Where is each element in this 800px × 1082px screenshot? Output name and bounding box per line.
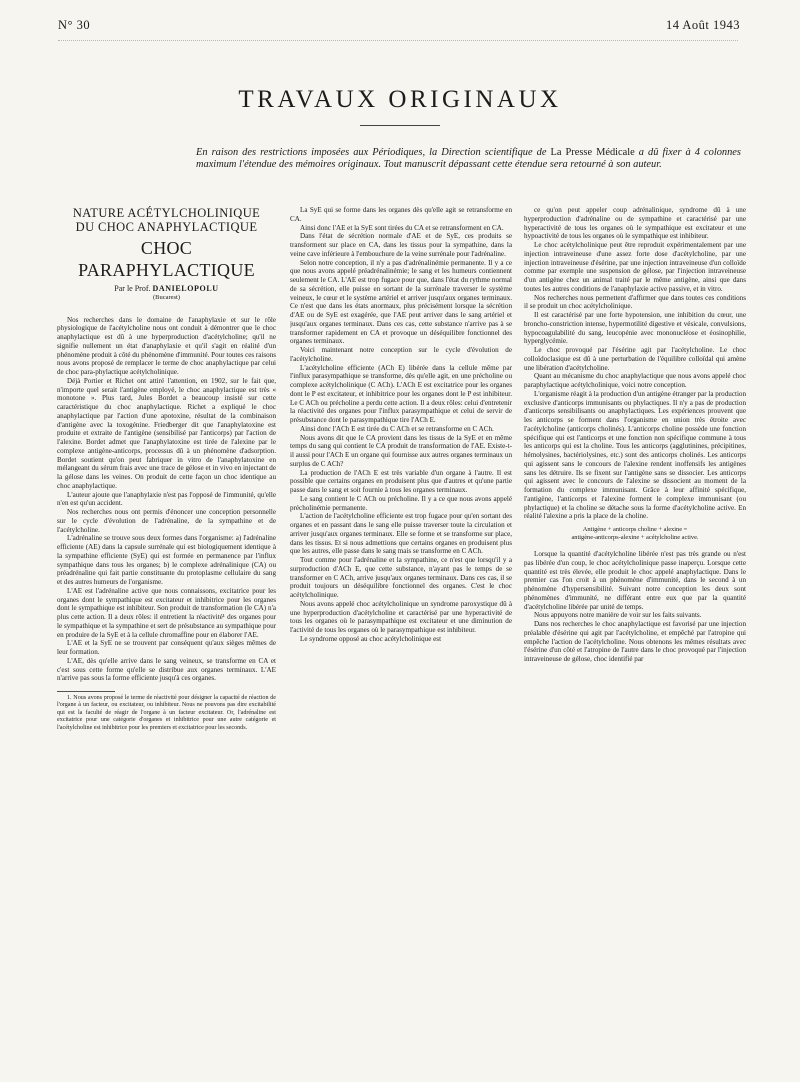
author-city: (Bucarest) <box>152 293 181 301</box>
paragraph: La production de l'ACh E est très variable d'un organe à l'autre. Il est possible que certains organes en produisent plus que d'autres et qu'une partie passe dans le sang et soit fournie à tous les organes terminaux. <box>290 468 512 494</box>
column-2-body <box>290 206 512 644</box>
column-3-body-top <box>524 206 746 521</box>
section-title: TRAVAUX ORIGINAUX <box>238 86 562 113</box>
editorial-notice <box>196 147 741 171</box>
column-3 <box>524 206 746 1062</box>
paragraph: La SyE qui se forme dans les organes dès qu'elle agit se retransforme en CA. <box>290 206 512 223</box>
notice-part2: a dû fixer à 4 colonnes maximum l'étendue des mémoires originaux. Tout manuscrit dépassant cette étendue sera retourné à son auteur. <box>196 147 741 170</box>
column-3-body-bottom <box>524 550 746 664</box>
paragraph: Le sang contient le C ACh ou précholine. Il y a ce que nous avons appelé précholinémie permanente. <box>290 494 512 512</box>
issue-number: N° 30 <box>58 18 91 32</box>
section-title-rule <box>360 125 440 126</box>
paragraph: Voici maintenant notre conception sur le cycle d'évolution de l'acétylcholine. <box>290 346 512 363</box>
paragraph: Ainsi donc l'ACh E est tirée du C ACh et se retransforme en C ACh. <box>300 424 494 433</box>
paragraph: Nous avons appelé choc acétylcholinique un syndrome paroxystique dû à une hyperproduction d'acétylcholine et caractérisé par une hyperactivité de tous les organes où le parasympathique est excitateur et une diminution de l'activité de tous les organes où le parasympathique est inhibiteur. <box>290 599 512 634</box>
paragraph: Nous avons dit que le CA provient dans les tissus de la SyE et en même temps du sang qui contient le CA produit de transformation de l'AE. Existe-t-il aussi pour l'ACh E un organe qui fournisse aux autres organes terminaux un surplus de C ACh? <box>290 433 512 468</box>
paragraph: ce qu'on peut appeler coup adrénalinique, syndrome dû à une hyperproduction d'adrénaline ou de sympathine et caractérisé par une hyperactivité de tous les organes où le sympathique est excitateur et une hypoactivité de tous les organes où le sympathique est inhibiteur. <box>524 206 746 241</box>
article-title-line-2: DU CHOC ANAPHYLACTIQUE <box>75 220 258 234</box>
paragraph: Le syndrome opposé au choc acétylcholinique est <box>300 634 442 643</box>
paragraph: L'AE et la SyE ne se trouvent par conséquent qu'aux sièges mêmes de leur formation. <box>57 639 276 656</box>
header-rule <box>58 40 738 41</box>
paragraph: Selon notre conception, il n'y a pas d'adrénalinémie permanente. Il y a ce que nous avons appelé préadrénalinémie; le sang et les humeurs contiennent seulement le CA. L'AE est trop fugace pour que, dans l'état du rythme normal de sa sécrétion, elle puisse en sortant de la surrénale traverser le système veineux, le cœur et le système artériel et arriver jusqu'aux organes terminaux. Ce n'est que dans les états anormaux, plus précisément lorsque la sécrétion d'AE ou de SyE est exagérée, que l'AE peut arriver dans le sang artériel et jusqu'aux organes terminaux. Dans ces cas, cette substance n'arrive pas à se transformer rapidement en CA et provoque un déséquilibre fonctionnel des organes terminaux. <box>290 258 512 346</box>
paragraph: Quant au mécanisme du choc anaphylactique que nous avons appelé choc paraphylactique acétylcholinique, voici notre conception. <box>524 372 746 389</box>
paragraph: Nos recherches dans le domaine de l'anaphylaxie et sur le rôle physiologique de l'acétylcholine nous ont conduit à démontrer que le choc anaphylactique est dû à une hyperproduction d'acétylcholine; qu'il ne signifie nullement un état d'anaphylaxie et qu'il s'agit en réalité d'un phénomène produit à côté du phénomène d'immunité. Pour toutes ces raisons nous avons proposé de remplacer le terme de choc anaphylactique par celui de choc para-phylactique acétylcholinique. <box>57 315 276 376</box>
notice-part1: En raison des restrictions imposées aux Périodiques, la Direction scientifique de <box>196 147 547 158</box>
formula-line-1: Antigène + anticorps choline + alexine = <box>582 526 688 533</box>
author-name: DANIELOPOLU <box>152 284 219 293</box>
reaction-formula <box>524 526 746 542</box>
footnote: 1. Nous avons proposé le terme de réactivité pour désigner la capacité de réaction de l'organe à un facteur, ou excitateur, ou inhibiteur. Nous ne pouvons pas dire excitabilité qui est la faculté de réagir de l'organe à un facteur excitateur. Or, l'adrénaline est excitatrice pour une catégorie d'organes et inhibitrice pour une autre catégorie et l'acétylcholine est inhibitrice pour les premiers et excitatrice pour les seconds. <box>57 695 276 731</box>
article-title-line-3: CHOC PARAPHYLACTIQUE <box>78 238 255 280</box>
paragraph: Le choc acétylcholinique peut être reproduit expérimentalement par une injection intraveineuse d'une assez forte dose d'acétylcholine, par une injection intraveineuse d'ésérine, par une injection intraveineuse d'un colloïde comme par exemple une suspension de gélose, par l'injection intraveineuse d'un antigène chez un animal traité par le même antigène, ainsi que dans toutes les autres conditions de l'anaphylaxie active passive, et in vitro. <box>524 241 746 293</box>
author-line <box>57 285 276 294</box>
paragraph: Dans nos recherches le choc anaphylactique est favorisé par une injection préalable d'ésérine qui agit par l'acétylcholine, et empêché par l'atropine qui empêche l'action de l'acétylcholine. Nous obtenons les mêmes résultats avec l'ésérine d'un côté et l'atropine de l'autre dans le choc provoqué par l'injection intraveineuse de gélose, choc identifié par <box>524 620 746 663</box>
notice-journal-name: La Presse Médicale <box>550 147 635 158</box>
paragraph: L'adrénaline se trouve sous deux formes dans l'organisme: a) l'adrénaline efficiente (AE) dans la capsule surrénale qui est biologiquement identique à la sympathine efficiente (SyE) qui est formée en permanence par l'influx sympathique dans tous les organes; b) le complexe adrénalinique (CA) ou préadrénaline qui fait partie constituante du protoplasme cellulaire du sang et des autres humeurs de l'organisme. <box>57 534 276 586</box>
author-prefix: Par le Prof. <box>114 284 151 293</box>
footnote-rule <box>57 691 115 692</box>
paragraph: Le choc provoqué par l'ésérine agit par l'acétylcholine. Le choc colloïdoclasique est dû à une perturbation de l'équilibre colloïdal qui amène une libération d'acétylcholine. <box>524 346 746 372</box>
paragraph: Tout comme pour l'adrénaline et la sympathine, ce n'est que lorsqu'il y a surproduction d'ACh E, que cette substance, n'ayant pas le temps de se transformer en C ACh, arrive jusqu'aux organes terminaux. Dans ces cas, il se produit toujours un déséquilibre fonctionnel des organes. C'est le choc acétylcholinique. <box>290 556 512 599</box>
paragraph: L'AE est l'adrénaline active que nous connaissons, excitatrice pour les organes dont le sympathique est excitateur et inhibitrice pour les organes dont le sympathique est inhibiteur. Son produit de transformation (le CA) n'a plus cette action. Il a deux rôles: il entretient la réactivité¹ des organes pour le sympathique et la sympathine et sert de présubstance au sympathique pour en produire de la SyE et à la cellule chromaffine pour en élaborer l'AE. <box>57 586 276 639</box>
paragraph: L'AE, dès qu'elle arrive dans le sang veineux, se transforme en CA et c'est sous cette forme qu'elle se distribue aux organes terminaux. L'AE n'arrive pas sous la forme efficiente jusqu'à ces organes. <box>57 656 276 683</box>
paragraph: Déjà Portier et Richet ont attiré l'attention, en 1902, sur le fait que, n'importe quel serait l'antigène employé, le choc anaphylactique est très « monotone ». Plus tard, Jules Bordet a beaucoup insisté sur cette caractéristique du choc anaphylactique. Richet a expliqué le choc anaphylactique par l'action d'une apotoxine, résultat de la combinaison d'antigène avec la toxogénine. Friedberger dit que l'anaphylatoxine est produite et extraite de l'antigène (sensibilisé par l'anticorps) par l'action de l'alexine. Bordet admet que l'anaphylatoxine est tirée de l'alexine par le complexe antigène-anticorps, processus dû à un phénomène d'adsorption. Bordet soutient qu'on peut fabriquer in vitro de l'anaphylatoxine en mélangeant du sérum frais avec une trace de gélose et in vivo en injectant de la gélose dans les veines. On produit de cette façon un choc identique au choc anaphylactique. <box>57 376 276 490</box>
column-1 <box>57 206 276 1062</box>
paragraph: Ainsi donc l'AE et la SyE sont tirées du CA et se retransforment en CA. <box>300 223 504 232</box>
article-title-line-1: NATURE ACÉTYLCHOLINIQUE <box>72 206 261 220</box>
column-2 <box>290 206 512 1062</box>
issue-date: 14 Août 1943 <box>665 18 740 32</box>
paragraph: Nos recherches nous ont permis d'énoncer une conception personnelle sur le cycle d'évolution de l'adrénaline, de la sympathine et de l'acétylcholine. <box>57 508 276 534</box>
paragraph: L'action de l'acétylcholine efficiente est trop fugace pour qu'en sortant des organes et en passant dans le sang elle puisse traverser toute la circulation et arriver jusqu'aux organes terminaux. Elle se forme et se transforme sur place, dans les tissus. Et si nous admettions que certains organes en produisent plus que les autres, elle passe dans le sang mais se transforme en C ACh. <box>290 512 512 556</box>
paragraph: Dans l'état de sécrétion normale d'AE et de SyE, ces produits se transforment sur place en CA, dans les tissus pour la sympathine, dans la veine cave inférieure à l'embouchure de la veine surrénale pour l'adrénaline. <box>290 232 512 258</box>
paragraph: L'organisme réagit à la production d'un antigène étranger par la production exclusive d'anticorps immunisants ou phylactiques. Il n'y a pas de production d'anticorps sensibilisants ou anaphylactiques. Les expériences prouvent que les anticorps se forment dans l'organisme en union très étroite avec l'acétylcholine (anticorps cholinés). L'anticorps choline possède une fonction spécifique qui est l'anticorps et une fonction non spécifique commune à tous les anticorps qui est la choline. Tous les anticorps (agglutinines, précipitines, hémolysines, bactériolysines, etc.) sont des anticorps cholinés. Les anticorps qui agissent sans le concours de l'alexine rendent inoffensifs les antigènes sans les détruire. Ils se fixent sur l'antigène sans se dissocier. Les anticorps qui agissent avec le concours de l'alexine se dissocient au moment de la formation du complexe immunisant. Grâce à leur affinité spécifique, l'antigène, l'anticorps et l'alexine forment le complexe immunisant (ou phylactique) et la choline se détache sous la forme d'acétylcholine active. En réalité l'alexine a pris la place de la choline. <box>524 389 746 521</box>
column-1-body <box>57 316 276 684</box>
paragraph: L'acétylcholine efficiente (ACh E) libérée dans la cellule même par l'influx parasympathique se transforme, dès qu'elle agit, en une précholine ou complexe acétylcholinique (C ACh). L'ACh E est excitatrice pour les organes dont le P est excitateur, et inhibitrice pour les organes dont le P est inhibiteur. Le C ACh ou précholine a perdu cette action. Il a deux rôles: celui d'entretenir la réactivité des organes pour l'influx parasympathique et celui de servir de présubstance dont le parasympathique tire l'ACh E. <box>290 363 512 424</box>
paragraph: L'auteur ajoute que l'anaphylaxie n'est pas l'opposé de l'immunité, qu'elle n'en est qu'un accident. <box>57 490 276 508</box>
paragraph: Nous appuyons notre manière de voir sur les faits suivants. <box>534 611 702 620</box>
formula-line-2: antigène-anticorps-alexine + acétylcholine active. <box>571 534 699 541</box>
paragraph: Il est caractérisé par une forte hypotension, une inhibition du cœur, une broncho-constriction intense, hypermotilité digestive et vésicale, convulsions, hypocoagulabilité du sang, leucopénie avec mononucléose et éosinophilie, hyperglycémie. <box>524 311 746 346</box>
paragraph: Lorsque la quantité d'acétylcholine libérée n'est pas très grande ou n'est pas libérée d'un coup, le choc acétylcholinique passe inaperçu. Lorsque cette quantité est très élevée, elle produit le choc appelé anaphylactique. Dans le premier cas l'on croit à un phénomène d'immunité, dans le second à un phénomène d'hypersensibilité. Suivant notre conception les deux sont phénomènes d'immunité, ne différant entre eux que par la quantité d'acétylcholine libérée par unité de temps. <box>524 550 746 611</box>
paragraph: Nos recherches nous permettent d'affirmer que dans toutes ces conditions il se produit un choc acétylcholinique. <box>524 293 746 311</box>
